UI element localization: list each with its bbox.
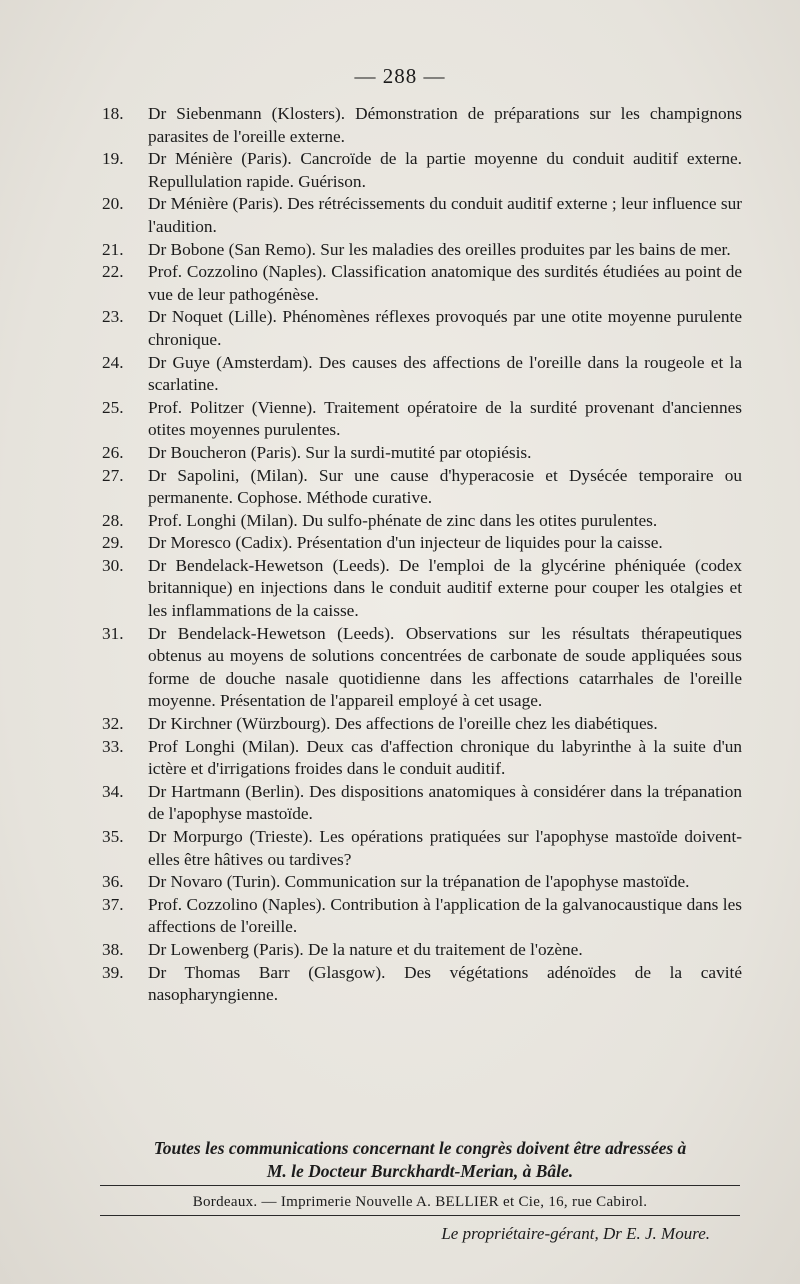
entry-number: 27. [102,465,124,485]
entry-number: 38. [102,939,124,959]
entry-text: Dr Lowenberg (Paris). De la nature et du traitement de l'ozène. [148,939,583,959]
entry-text: Prof. Politzer (Vienne). Traitement opératoire de la surdité provenant d'anciennes otites moyennes purulentes. [148,397,742,440]
list-item [102,781,742,826]
entry-number: 18. [102,104,124,123]
list-item [102,148,742,193]
entry-number: 29. [102,533,124,553]
list-item [102,442,742,465]
entry-text: Dr Bendelack-Hewetson (Leeds). Observations sur les résultats thérapeutiques obtenus au moyens de solutions concentrées de carbonate de soude appliquées sous forme de douche nasale quotidienne dans les affections catarrhales de l'oreille moyenne. Présentation de l'appareil employé à cet usage. [148,623,742,711]
list-item [102,397,742,442]
footer-note-line-1: Toutes les communications concernant le congrès doivent être adressées à [153,1138,687,1158]
entry-number: 23. [102,307,124,327]
entry-text: Dr Ménière (Paris). Des rétrécissements du conduit auditif externe ; leur influence sur l'audition. [148,194,742,236]
entry-text: Dr Noquet (Lille). Phénomènes réflexes provoqués par une otite moyenne purulente chronique. [148,307,742,349]
page-number: — 288 — [354,64,446,88]
entry-number: 36. [102,872,124,892]
list-item [102,352,742,397]
entry-text: Prof. Cozzolino (Naples). Contribution à l'application de la galvanocaustique dans les affections de l'oreille. [148,894,742,937]
list-item [102,826,742,871]
entry-number: 39. [102,962,124,982]
entry-text: Dr Siebenmann (Klosters). Démonstration de préparations sur les champignons parasites de l'oreille externe. [148,104,742,146]
entry-number: 32. [102,714,124,734]
entry-number: 21. [102,239,124,259]
entry-text: Dr Novaro (Turin). Communication sur la trépanation de l'apophyse mastoïde. [148,872,690,892]
entry-text: Dr Hartmann (Berlin). Des dispositions anatomiques à considérer dans la trépanation de l'apophyse mastoïde. [148,781,742,824]
list-item [102,103,742,148]
entry-text: Dr Guye (Amsterdam). Des causes des affections de l'oreille dans la rougeole et la scarlatine. [148,352,742,395]
entry-number: 30. [102,555,124,575]
footer-note [100,1137,740,1183]
signature: Le propriétaire-gérant, Dr E. J. Moure. [441,1224,710,1243]
entry-text: Prof. Longhi (Milan). Du sulfo-phénate de zinc dans les otites purulentes. [148,510,658,530]
printer-line: Bordeaux. — Imprimerie Nouvelle A. BELLIER et Cie, 16, rue Cabirol. [192,1194,648,1210]
entry-text: Dr Ménière (Paris). Cancroïde de la partie moyenne du conduit auditif externe. Repullulation rapide. Guérison. [148,149,742,191]
entry-number: 33. [102,736,124,756]
list-item [102,894,742,939]
entry-number: 22. [102,262,124,282]
entry-number: 31. [102,623,124,643]
list-item [102,510,742,533]
divider-bottom [100,1215,740,1216]
list-item [102,623,742,713]
entry-text: Prof. Cozzolino (Naples). Classification anatomique des surdités étudiées au point de vue de leur pathogénèse. [148,262,742,304]
entry-text: Dr Bobone (San Remo). Sur les maladies des oreilles produites par les bains de mer. [148,239,731,259]
entry-text: Dr Thomas Barr (Glasgow). Des végétations adénoïdes de la cavité nasopharyngienne. [148,962,742,1005]
list-item [102,193,742,238]
entry-list [102,103,742,1007]
list-item [102,306,742,351]
list-item [102,871,742,894]
list-item [102,261,742,306]
entry-number: 20. [102,194,124,214]
entry-text: Dr Bendelack-Hewetson (Leeds). De l'emploi de la glycérine phéniquée (codex britannique) en injections dans le conduit auditif externe pour couper les otalgies et les inflammations de la caisse. [148,555,742,621]
entry-text: Dr Kirchner (Würzbourg). Des affections de l'oreille chez les diabétiques. [148,714,658,734]
entry-number: 28. [102,510,124,530]
entry-number: 24. [102,352,124,372]
entry-number: 26. [102,442,124,462]
entry-number: 35. [102,827,124,846]
entry-text: Dr Sapolini, (Milan). Sur une cause d'hyperacosie et Dysécée temporaire ou permanente. Cophose. Méthode curative. [148,465,742,508]
entry-text: Dr Morpurgo (Trieste). Les opérations pratiquées sur l'apophyse mastoïde doivent-elles être hâtives ou tardives? [148,827,742,869]
list-item [102,532,742,555]
list-item [102,555,742,623]
list-item [102,465,742,510]
entry-text: Dr Moresco (Cadix). Présentation d'un injecteur de liquides pour la caisse. [148,533,663,553]
divider-top [100,1185,740,1186]
list-item [102,962,742,1007]
footer-note-line-2: M. le Docteur Burckhardt-Merian, à Bâle. [266,1161,574,1181]
entry-number: 25. [102,397,124,417]
entry-number: 19. [102,149,124,169]
list-item [102,713,742,736]
entry-number: 34. [102,781,124,801]
entry-number: 37. [102,894,124,914]
list-item [102,939,742,962]
entry-text: Dr Boucheron (Paris). Sur la surdi-mutité par otopiésis. [148,442,532,462]
list-item [102,736,742,781]
list-item [102,239,742,262]
entry-text: Prof Longhi (Milan). Deux cas d'affection chronique du labyrinthe à la suite d'un ictère et d'irrigations froides dans le conduit auditif. [148,736,742,779]
